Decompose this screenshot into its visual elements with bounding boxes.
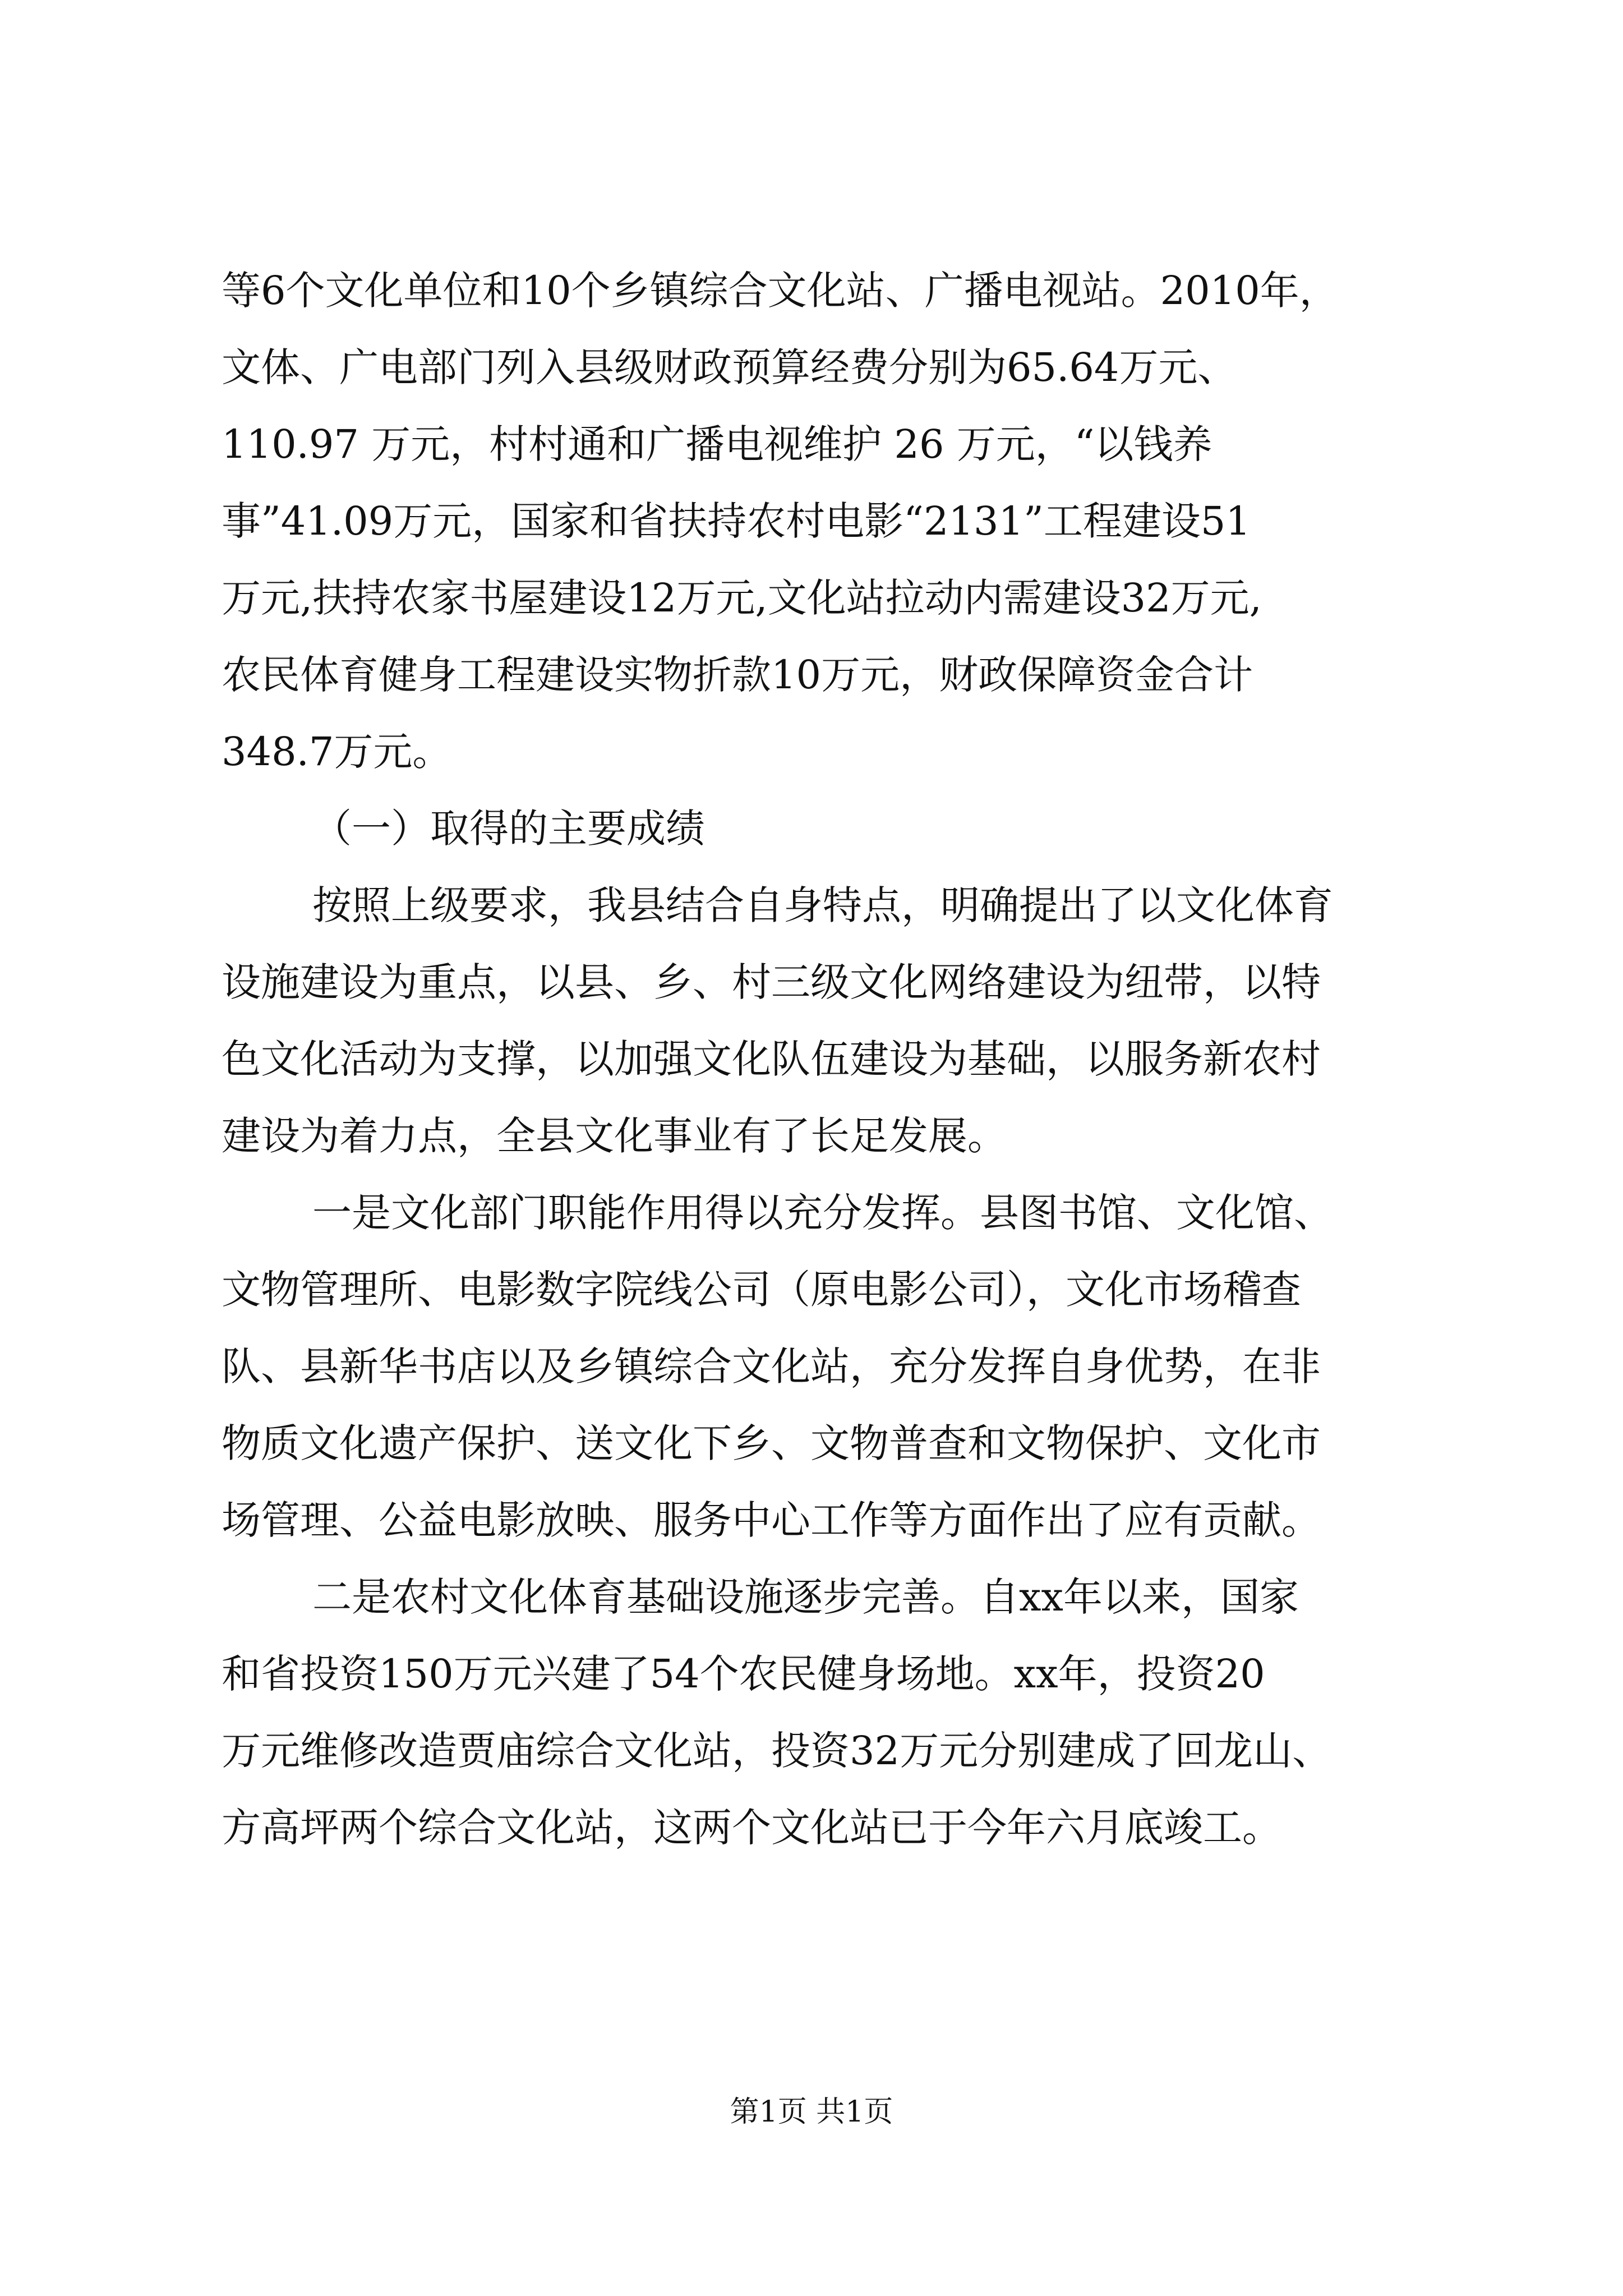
text-line: 110.97 万元，村村通和广播电视维护 26 万元，“以钱养	[222, 421, 1212, 467]
text-line: 设施建设为重点，以县、乡、村三级文化网络建设为纽带，以特	[222, 959, 1321, 1005]
text-line: 文体、广电部门列入县级财政预算经费分别为65.64万元、	[222, 344, 1237, 390]
text-line: 事”41.09万元，国家和省扶持农村电影“2131”工程建设51	[222, 498, 1251, 544]
text-line: 场管理、公益电影放映、服务中心工作等方面作出了应有贡献。	[222, 1497, 1321, 1543]
text-line: 348.7万元。	[222, 729, 452, 775]
text-line: 等6个文化单位和10个乡镇综合文化站、广播电视站。2010年，	[222, 268, 1339, 314]
text-line: 一是文化部门职能作用得以充分发挥。县图书馆、文化馆、	[312, 1190, 1333, 1236]
text-line: 按照上级要求，我县结合自身特点，明确提出了以文化体育	[312, 882, 1333, 928]
text-line: 建设为着力点，全县文化事业有了长足发展。	[222, 1113, 1007, 1159]
text-line: 万元维修改造贾庙综合文化站，投资32万元分别建成了回龙山、	[222, 1728, 1332, 1774]
text-line: 物质文化遗产保护、送文化下乡、文物普查和文物保护、文化市	[222, 1420, 1321, 1466]
text-line: 和省投资150万元兴建了54个农民健身场地。xx年，投资20	[222, 1651, 1265, 1697]
text-line: 队、县新华书店以及乡镇综合文化站，充分发挥自身优势，在非	[222, 1343, 1321, 1389]
text-line: （一）取得的主要成绩	[312, 806, 705, 852]
page-footer: 第1页 共1页	[730, 2095, 893, 2129]
text-line: 万元,扶持农家书屋建设12万元,文化站拉动内需建设32万元,	[222, 575, 1262, 621]
text-line: 二是农村文化体育基础设施逐步完善。自xx年以来，国家	[312, 1574, 1299, 1620]
text-line: 文物管理所、电影数字院线公司（原电影公司），文化市场稽查	[222, 1267, 1301, 1313]
text-line: 方高坪两个综合文化站，这两个文化站已于今年六月底竣工。	[222, 1805, 1281, 1851]
text-line: 色文化活动为支撑，以加强文化队伍建设为基础，以服务新农村	[222, 1036, 1321, 1082]
document-body	[222, 252, 1422, 1866]
text-line: 农民体育健身工程建设实物折款10万元，财政保障资金合计	[222, 652, 1253, 698]
